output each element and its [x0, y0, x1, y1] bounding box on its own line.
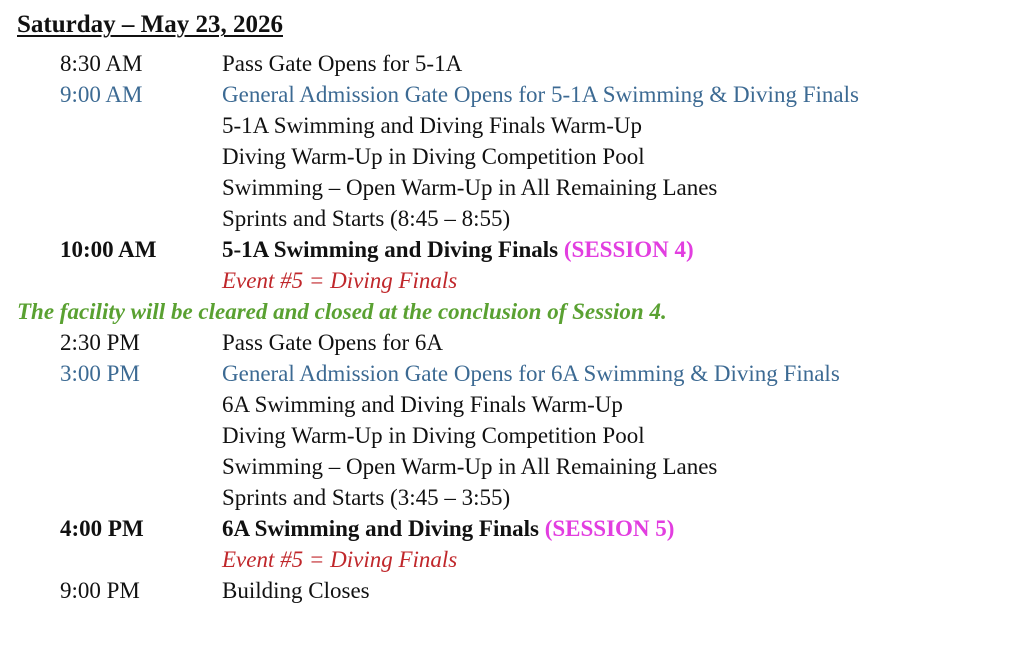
row-description: Diving Warm-Up in Diving Competition Pool	[222, 144, 645, 169]
day-heading: Saturday – May 23, 2026	[17, 11, 283, 38]
session-badge: (SESSION 5)	[544, 516, 675, 541]
row-description: Pass Gate Opens for 6A	[222, 330, 444, 355]
row-description: Diving Warm-Up in Diving Competition Pool	[222, 423, 645, 448]
event-note: Event #5 = Diving Finals	[222, 268, 458, 293]
row-description: Sprints and Starts (8:45 – 8:55)	[222, 206, 511, 231]
session-badge: (SESSION 4)	[563, 237, 694, 262]
row-time: 4:00 PM	[60, 516, 144, 541]
row-description: Swimming – Open Warm-Up in All Remaining Lanes	[222, 454, 718, 479]
row-description: 6A Swimming and Diving Finals Warm-Up	[222, 392, 623, 417]
row-time: 8:30 AM	[60, 51, 143, 76]
session-title: 5-1A Swimming and Diving Finals	[222, 237, 559, 262]
row-time: 2:30 PM	[60, 330, 140, 355]
row-description: Swimming – Open Warm-Up in All Remaining Lanes	[222, 175, 718, 200]
facility-notice: The facility will be cleared and closed at the conclusion of Session 4.	[17, 299, 667, 324]
row-time: 9:00 AM	[60, 82, 143, 107]
row-description-wrap	[222, 513, 674, 544]
row-description: Sprints and Starts (3:45 – 3:55)	[222, 485, 511, 510]
row-description-wrap	[222, 234, 694, 265]
event-note: Event #5 = Diving Finals	[222, 547, 458, 572]
row-description: 5-1A Swimming and Diving Finals Warm-Up	[222, 113, 643, 138]
row-time: 9:00 PM	[60, 578, 140, 603]
row-time: 3:00 PM	[60, 361, 140, 386]
session-title: 6A Swimming and Diving Finals	[222, 516, 539, 541]
row-description: General Admission Gate Opens for 6A Swimming & Diving Finals	[222, 361, 840, 386]
row-description: General Admission Gate Opens for 5-1A Swimming & Diving Finals	[222, 82, 859, 107]
row-description: Pass Gate Opens for 5-1A	[222, 51, 463, 76]
row-description: Building Closes	[222, 578, 370, 603]
row-time: 10:00 AM	[60, 237, 157, 262]
